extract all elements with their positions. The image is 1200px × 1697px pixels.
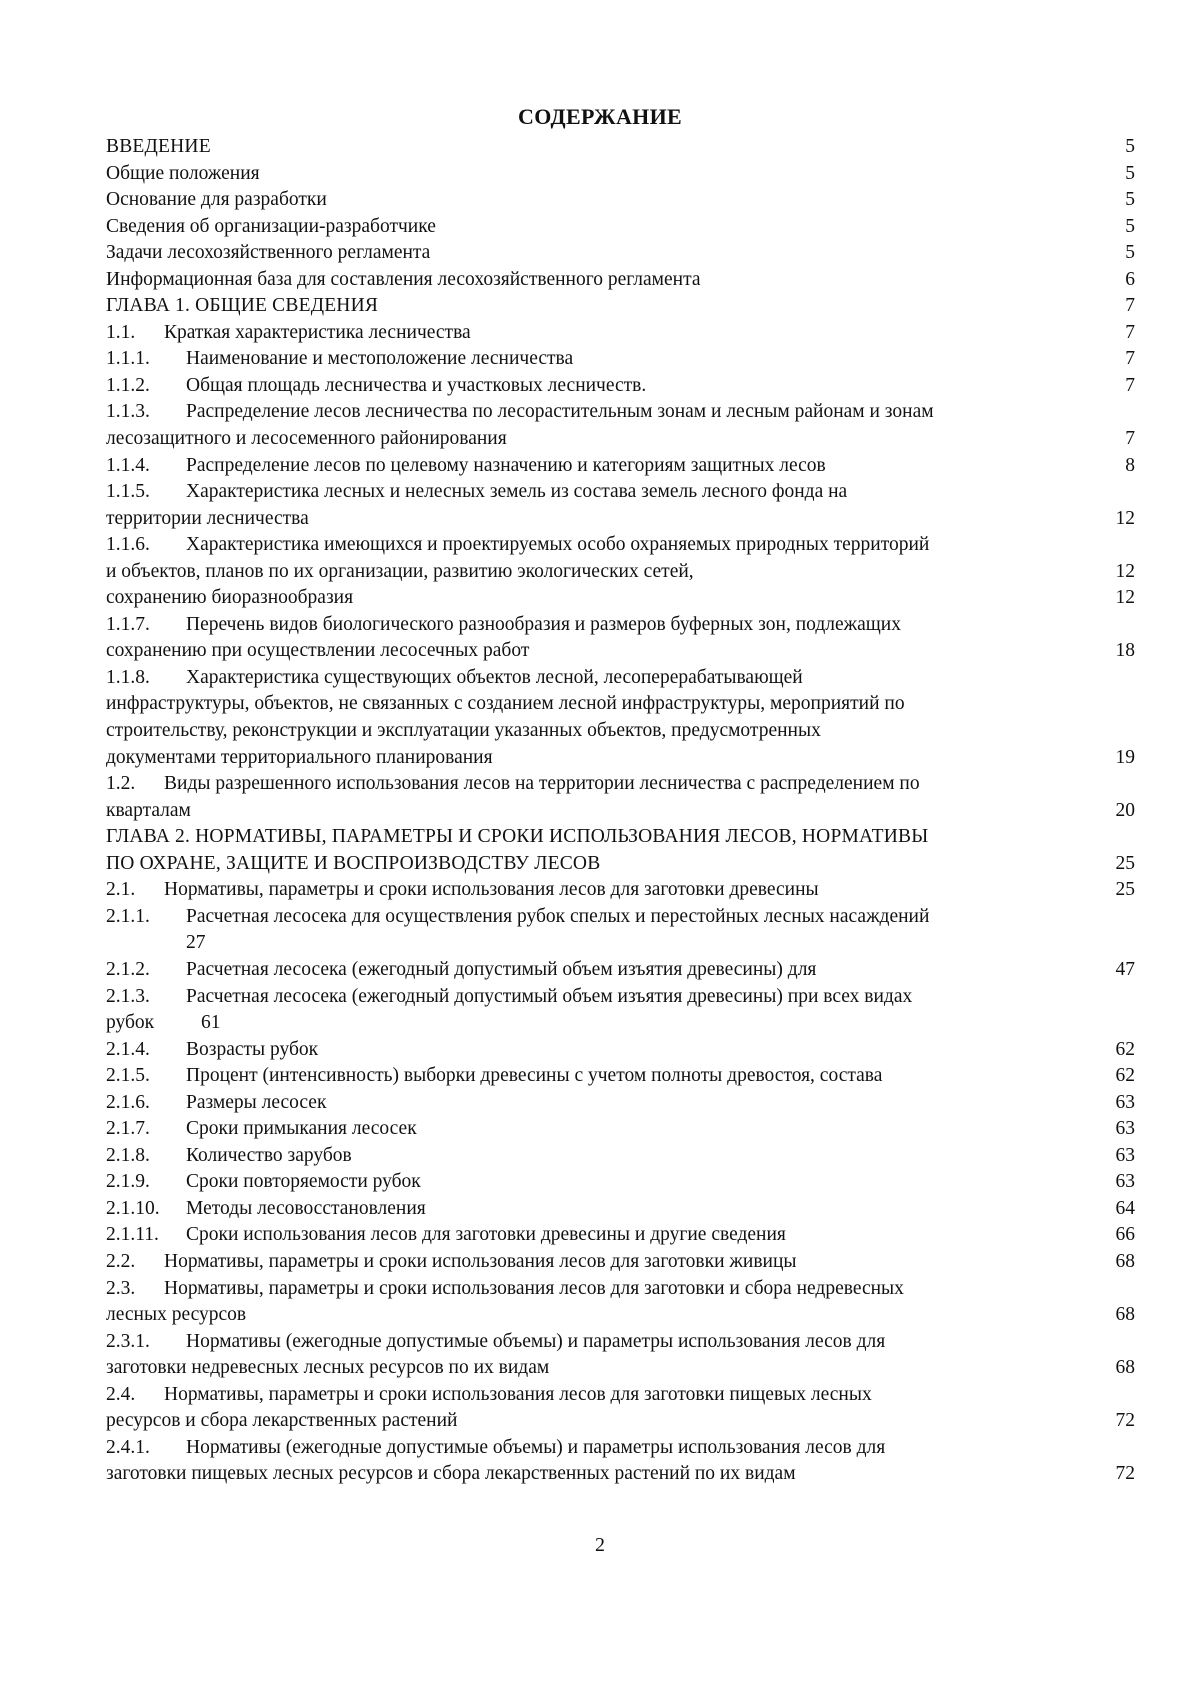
toc-entry-page: 5 <box>1124 187 1135 214</box>
toc-entry-line: документами территориального планирования ..... <box>106 745 1115 772</box>
toc-entry-line: рубок 61 <box>106 1012 221 1034</box>
toc-entry-number: 2.2. <box>106 1250 136 1272</box>
toc-entry-text <box>106 346 1124 373</box>
toc-entry-number: 2.1.8. <box>106 1144 150 1166</box>
toc-entry[interactable] <box>106 984 1135 1037</box>
toc-entry[interactable] <box>106 399 1135 452</box>
toc-entry-page: 25 <box>1115 877 1136 904</box>
toc-entry-text <box>106 293 1124 320</box>
toc-entry-line: 1.1.3. Распределение лесов лесничества по лесорастительным зонам и лесным районам и зонам <box>106 399 1124 426</box>
toc-entry[interactable] <box>106 373 1135 400</box>
toc-entry-line: 1.1.2. Общая площадь лесничества и участковых лесничеств. ..... <box>106 373 1124 400</box>
toc-entry-number: 2.3.1. <box>106 1330 150 1352</box>
toc-entry-page: 12 <box>1115 585 1136 612</box>
toc-entry-line: 1.1. Краткая характеристика лесничества ..... <box>106 320 1124 347</box>
toc-entry-line: лесозащитного и лесосеменного районирования ..... <box>106 426 1124 453</box>
toc-entry-page: 66 <box>1115 1222 1136 1249</box>
toc-entry[interactable] <box>106 1143 1135 1170</box>
toc-entry-line: 2.1.2. Расчетная лесосека (ежегодный допустимый объем изъятия древесины) для ..... <box>106 957 1115 984</box>
toc-entry-line: 27 <box>186 932 206 954</box>
toc-entry-line: ВВЕДЕНИЕ ..... <box>106 134 1124 161</box>
toc-entry-text <box>106 904 1135 957</box>
toc-entry[interactable] <box>106 479 1135 532</box>
toc-entry-text <box>106 373 1124 400</box>
toc-entry-text <box>106 1143 1115 1170</box>
toc-entry-line: территории лесничества ..... <box>106 506 1115 533</box>
toc-entry[interactable] <box>106 267 1135 294</box>
toc-entry-page: 5 <box>1124 240 1135 267</box>
toc-entry-line: строительству, реконструкции и эксплуатации указанных объектов, предусмотренных <box>106 720 821 742</box>
toc-entry-number: 2.1.11. <box>106 1224 159 1246</box>
toc-entry-number: 2.1.9. <box>106 1171 150 1193</box>
toc-entry[interactable] <box>106 214 1135 241</box>
toc-entry-number: 2.1.2. <box>106 958 150 980</box>
toc-entry[interactable] <box>106 612 1135 665</box>
toc-entry-page: 68 <box>1115 1249 1136 1276</box>
toc-entry-number: 2.4. <box>106 1383 136 1405</box>
toc-entry-line: 1.1.5. Характеристика лесных и нелесных земель из состава земель лесного фонда на <box>106 479 1115 506</box>
toc-entry-number: 1.1.2. <box>106 374 150 396</box>
toc-entry[interactable] <box>106 1382 1135 1435</box>
toc-entry[interactable] <box>106 134 1135 161</box>
toc-entry-page: 20 <box>1115 798 1136 825</box>
toc-entry-number: 2.1.7. <box>106 1118 150 1140</box>
toc-entry-line: лесных ресурсов ..... <box>106 1302 1115 1329</box>
toc-entry-page: 63 <box>1115 1116 1136 1143</box>
toc-entry-page: 5 <box>1124 214 1135 241</box>
toc-entry-text <box>106 771 1115 824</box>
toc-entry-line: 2.1.8. Количество зарубов ..... <box>106 1143 1115 1170</box>
toc-entry-page: 63 <box>1115 1090 1136 1117</box>
toc-entry-page: 7 <box>1124 293 1135 320</box>
toc-entry-text <box>106 1249 1115 1276</box>
toc-entry[interactable] <box>106 1249 1135 1276</box>
toc-entry-text <box>106 320 1124 347</box>
toc-entry-number: 2.1.3. <box>106 985 150 1007</box>
toc-entry-text <box>106 1222 1115 1249</box>
toc-entry[interactable] <box>106 1329 1135 1382</box>
toc-entry-page: 12 <box>1115 559 1136 586</box>
toc-entry-text <box>106 1090 1115 1117</box>
toc-entry[interactable] <box>106 1222 1135 1249</box>
toc-entry-line: заготовки недревесных лесных ресурсов по их видам ..... <box>106 1355 1115 1382</box>
toc-entry[interactable] <box>106 585 1135 612</box>
toc-entry-line: Информационная база для составления лесохозяйственного регламента ..... <box>106 267 1124 294</box>
toc-entry-line: сохранению биоразнообразия ..... <box>106 585 1115 612</box>
toc-entry-line: 2.1.11. Сроки использования лесов для заготовки древесины и другие сведения ..... <box>106 1222 1115 1249</box>
toc-entry-line: 2.1.9. Сроки повторяемости рубок ..... <box>106 1169 1115 1196</box>
toc-entry-text <box>106 1329 1115 1382</box>
toc-entry[interactable] <box>106 320 1135 347</box>
toc-entry-line: ПО ОХРАНЕ, ЗАЩИТЕ И ВОСПРОИЗВОДСТВУ ЛЕСОВ ..... <box>106 851 1115 878</box>
page-title: СОДЕРЖАНИЕ <box>518 104 682 129</box>
toc-entry-line: Общие положения ..... <box>106 161 1124 188</box>
toc-entry-page: 6 <box>1124 267 1135 294</box>
toc-entry-line: Основание для разработки ..... <box>106 187 1124 214</box>
toc-entry-line: 1.1.6. Характеристика имеющихся и проектируемых особо охраняемых природных территорий <box>106 532 1115 559</box>
toc-entry-number: 1.2. <box>106 773 136 795</box>
toc-entry-text <box>106 585 1115 612</box>
toc-entry-line: 2.1.6. Размеры лесосек ..... <box>106 1090 1115 1117</box>
toc-entry-page: 68 <box>1115 1302 1136 1329</box>
toc-entry-line: 1.1.4. Распределение лесов по целевому назначению и категориям защитных лесов ..... <box>106 453 1124 480</box>
toc-entry-page: 62 <box>1115 1063 1136 1090</box>
toc-entry-text <box>106 134 1124 161</box>
toc-entry-page: 12 <box>1115 506 1136 533</box>
toc-entry-line: 2.1.1. Расчетная лесосека для осуществления рубок спелых и перестойных лесных насаждений <box>106 904 1135 931</box>
toc-entry-text <box>106 877 1115 904</box>
toc-entry-line: 1.1.8. Характеристика существующих объектов лесной, лесоперерабатывающей <box>106 665 1115 692</box>
toc-entry-page: 72 <box>1115 1461 1136 1488</box>
toc-entry-line: Сведения об организации-разработчике ..... <box>106 214 1124 241</box>
toc-entry-number: 1.1. <box>106 321 136 343</box>
toc-entry-line: 2.4. Нормативы, параметры и сроки использования лесов для заготовки пищевых лесных <box>106 1382 1115 1409</box>
toc-entry[interactable] <box>106 904 1135 957</box>
toc-entry-number: 2.1.5. <box>106 1065 150 1087</box>
toc-entry-text <box>106 1063 1115 1090</box>
toc-entry-line: 2.1.3. Расчетная лесосека (ежегодный допустимый объем изъятия древесины) при всех видах <box>106 984 1135 1011</box>
toc-entry-number: 2.4.1. <box>106 1436 150 1458</box>
toc-entry-number: 1.1.3. <box>106 401 150 423</box>
table-of-contents <box>106 134 1135 1488</box>
toc-entry[interactable] <box>106 957 1135 984</box>
toc-entry-line: 1.1.1. Наименование и местоположение лесничества ..... <box>106 346 1124 373</box>
toc-entry-line: 2.1. Нормативы, параметры и сроки использования лесов для заготовки древесины ..... <box>106 877 1115 904</box>
toc-entry[interactable] <box>106 771 1135 824</box>
toc-entry-number: 2.3. <box>106 1277 136 1299</box>
toc-entry[interactable] <box>106 346 1135 373</box>
toc-entry-page: 5 <box>1124 134 1135 161</box>
toc-entry-text <box>106 1169 1115 1196</box>
toc-entry-text <box>106 399 1124 452</box>
toc-entry-line: 2.1.7. Сроки примыкания лесосек ..... <box>106 1116 1115 1143</box>
toc-entry-line: 2.3. Нормативы, параметры и сроки использования лесов для заготовки и сбора недревесных <box>106 1276 1115 1303</box>
toc-entry-line: 2.1.10. Методы лесовосстановления ..... <box>106 1196 1115 1223</box>
toc-entry-line: 2.2. Нормативы, параметры и сроки использования лесов для заготовки живицы ..... <box>106 1249 1115 1276</box>
toc-entry[interactable] <box>106 1063 1135 1090</box>
toc-entry-line: 2.3.1. Нормативы (ежегодные допустимые объемы) и параметры использования лесов для <box>106 1329 1115 1356</box>
toc-entry-text <box>106 1382 1115 1435</box>
toc-entry-page: 5 <box>1124 161 1135 188</box>
toc-entry-page: 18 <box>1115 638 1136 665</box>
toc-entry[interactable] <box>106 1037 1135 1064</box>
toc-entry-number: 1.1.4. <box>106 454 150 476</box>
toc-entry-page: 68 <box>1115 1355 1136 1382</box>
toc-entry-number: 1.1.8. <box>106 666 150 688</box>
toc-entry[interactable] <box>106 1435 1135 1488</box>
toc-entry[interactable] <box>106 293 1135 320</box>
toc-entry-text <box>106 957 1115 984</box>
toc-entry-text <box>106 267 1124 294</box>
toc-entry-text <box>106 214 1124 241</box>
toc-entry-page: 7 <box>1124 373 1135 400</box>
toc-entry[interactable] <box>106 1276 1135 1329</box>
toc-entry-line: сохранению при осуществлении лесосечных работ ..... <box>106 638 1115 665</box>
toc-entry-text <box>106 479 1115 532</box>
toc-entry-line: ресурсов и сбора лекарственных растений ..... <box>106 1408 1115 1435</box>
toc-entry-page: 64 <box>1115 1196 1136 1223</box>
toc-entry-line: 2.1.4. Возрасты рубок ..... <box>106 1037 1115 1064</box>
toc-entry-number: 1.1.6. <box>106 534 150 556</box>
toc-entry-number: 2.1.6. <box>106 1091 150 1113</box>
toc-entry-page: 25 <box>1115 851 1136 878</box>
toc-entry-line: 1.2. Виды разрешенного использования лесов на территории лесничества с распределением по <box>106 771 1115 798</box>
toc-entry-text <box>106 1037 1115 1064</box>
toc-entry-number: 2.1.10. <box>106 1197 160 1219</box>
toc-entry-line: 1.1.7. Перечень видов биологического разнообразия и размеров буферных зон, подлежащих <box>106 612 1115 639</box>
toc-entry-number: 2.1. <box>106 879 136 901</box>
toc-entry-page: 63 <box>1115 1143 1136 1170</box>
toc-entry-line: Задачи лесохозяйственного регламента ..... <box>106 240 1124 267</box>
toc-entry-line: ГЛАВА 2. НОРМАТИВЫ, ПАРАМЕТРЫ И СРОКИ ИСПОЛЬЗОВАНИЯ ЛЕСОВ, НОРМАТИВЫ <box>106 826 929 848</box>
toc-entry[interactable] <box>106 1169 1135 1196</box>
toc-entry-text <box>106 1276 1115 1329</box>
toc-entry-line: 2.1.5. Процент (интенсивность) выборки древесины с учетом полноты древостоя, состава ..... <box>106 1063 1115 1090</box>
toc-entry-page: 8 <box>1124 453 1135 480</box>
toc-entry-text <box>106 240 1124 267</box>
toc-entry-page: 72 <box>1115 1408 1136 1435</box>
toc-entry[interactable] <box>106 161 1135 188</box>
toc-entry[interactable] <box>106 877 1135 904</box>
toc-entry-text <box>106 1116 1115 1143</box>
toc-entry[interactable] <box>106 532 1135 585</box>
toc-entry-line: кварталам ..... <box>106 798 1115 825</box>
toc-entry[interactable] <box>106 240 1135 267</box>
toc-entry-number: 2.1.4. <box>106 1038 150 1060</box>
toc-entry[interactable] <box>106 453 1135 480</box>
toc-entry-line: заготовки пищевых лесных ресурсов и сбора лекарственных растений по их видам ..... <box>106 1461 1115 1488</box>
toc-entry-page: 47 <box>1115 957 1136 984</box>
toc-entry-text <box>106 453 1124 480</box>
toc-entry-line: и объектов, планов по их организации, развитию экологических сетей, ..... <box>106 559 1115 586</box>
toc-entry-page: 62 <box>1115 1037 1136 1064</box>
toc-entry[interactable] <box>106 187 1135 214</box>
toc-entry-page: 63 <box>1115 1169 1136 1196</box>
toc-entry-text <box>106 532 1115 585</box>
page-number: 2 <box>595 1534 605 1556</box>
toc-entry[interactable] <box>106 824 1135 877</box>
toc-entry-number: 2.1.1. <box>106 905 150 927</box>
toc-entry-text <box>106 1196 1115 1223</box>
toc-entry-line: инфраструктуры, объектов, не связанных с созданием лесной инфраструктуры, мероприятий по <box>106 693 905 715</box>
toc-entry-text <box>106 984 1135 1037</box>
toc-entry-text <box>106 824 1115 877</box>
toc-entry-text <box>106 1435 1115 1488</box>
toc-entry-number: 1.1.5. <box>106 481 150 503</box>
toc-entry-number: 1.1.7. <box>106 613 150 635</box>
toc-entry-text <box>106 187 1124 214</box>
toc-entry-line: ГЛАВА 1. ОБЩИЕ СВЕДЕНИЯ ..... <box>106 293 1124 320</box>
toc-entry[interactable] <box>106 1196 1135 1223</box>
toc-entry-number: 1.1.1. <box>106 348 150 370</box>
toc-entry[interactable] <box>106 1090 1135 1117</box>
toc-entry-line: 2.4.1. Нормативы (ежегодные допустимые объемы) и параметры использования лесов для <box>106 1435 1115 1462</box>
toc-entry-text <box>106 612 1115 665</box>
toc-entry-page: 19 <box>1115 745 1136 772</box>
toc-entry[interactable] <box>106 665 1135 771</box>
toc-entry-page: 7 <box>1124 320 1135 347</box>
toc-entry-page: 7 <box>1124 346 1135 373</box>
toc-entry-page: 7 <box>1124 426 1135 453</box>
toc-entry[interactable] <box>106 1116 1135 1143</box>
toc-entry-text <box>106 161 1124 188</box>
toc-entry-text <box>106 665 1115 771</box>
